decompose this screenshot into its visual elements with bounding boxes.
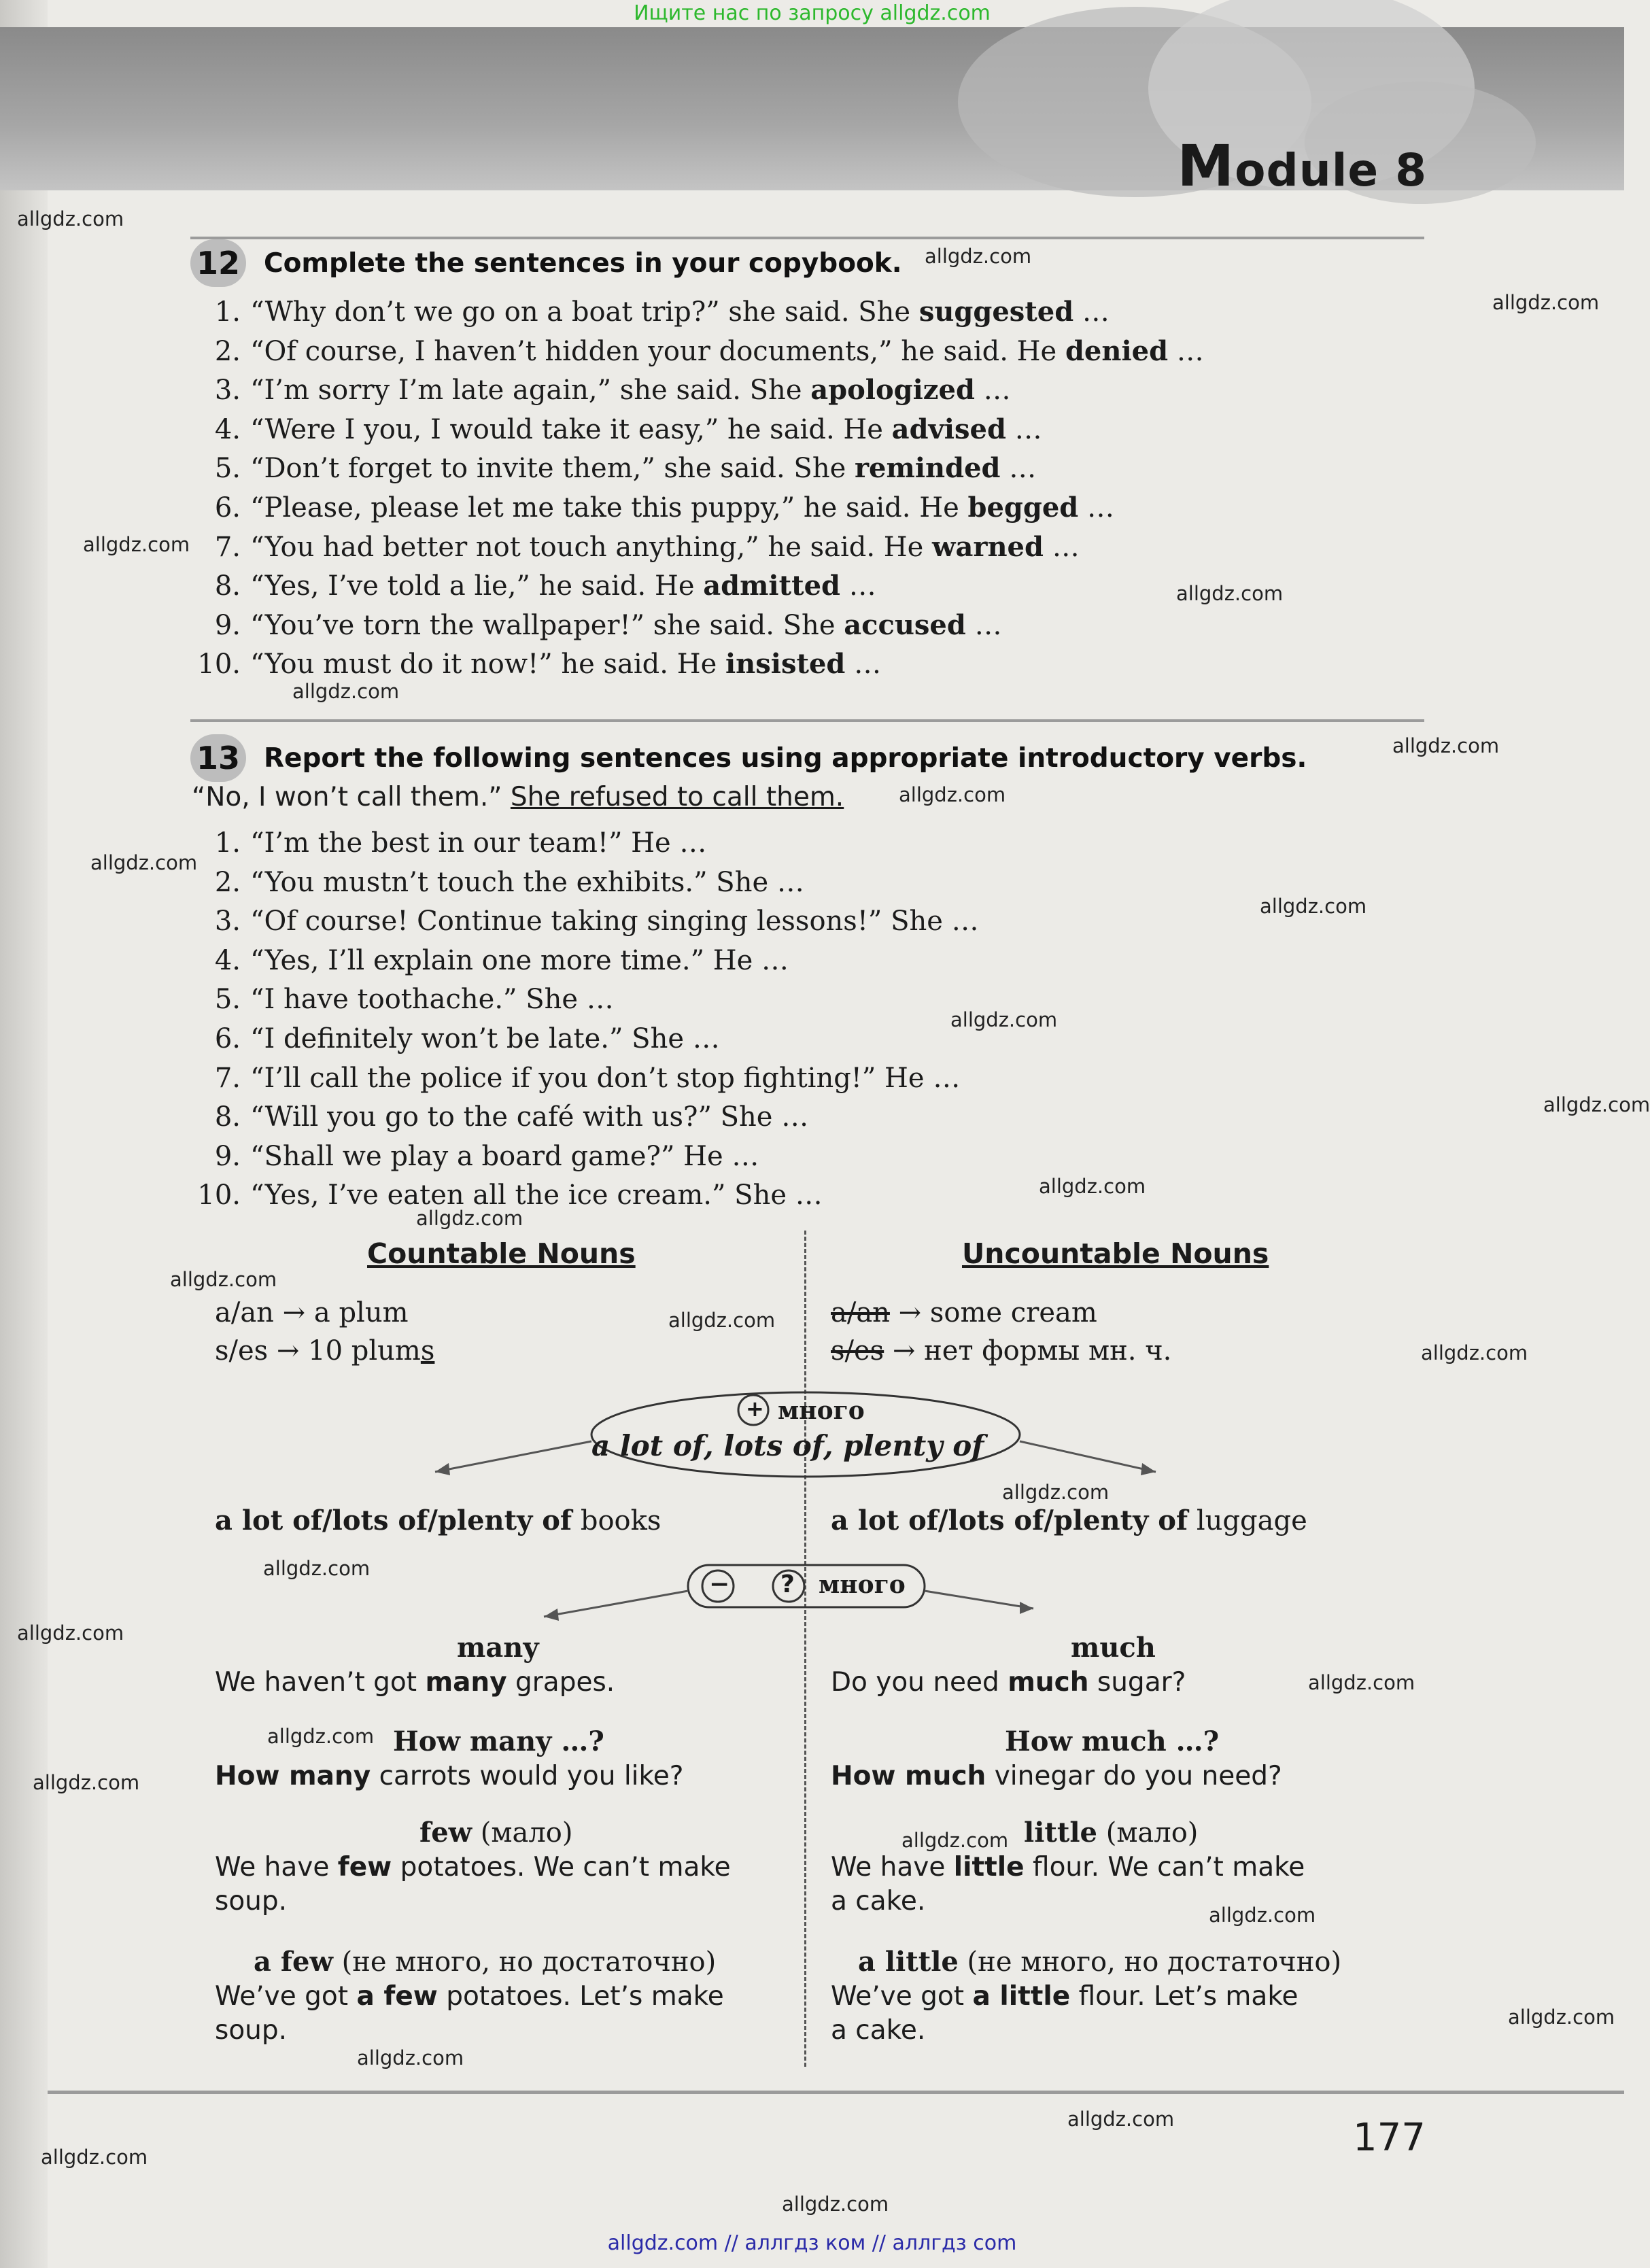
item-text: “Why don’t we go on a boat trip?” she said. She [250,296,919,328]
watermark[interactable]: allgdz.com [1002,1481,1110,1504]
item-text: “I definitely won’t be late.” She … [250,1023,720,1054]
item-verb: denied [1065,334,1169,367]
watermark[interactable]: allgdz.com [267,1725,375,1748]
item-verb: admitted [703,570,840,602]
item-verb: apologized [810,374,975,407]
item-number: 2. [214,335,241,367]
item-ellipsis: … [845,649,882,681]
watermark[interactable]: allgdz.com [41,2146,148,2169]
little-label: little (мало) [1024,1817,1199,1849]
watermark[interactable]: allgdz.com [1067,2108,1175,2131]
watermark[interactable]: allgdz.com [1209,1904,1316,1927]
much-example: Do you need much sugar? [831,1667,1186,1698]
mnogo-label: много [778,1396,865,1425]
countable-plenty-example: a lot of/lots of/plenty of books [215,1505,661,1536]
exercise-13-example: “No, I won’t call them.” She refused to call them. [192,782,844,812]
little-example: We have little flour. We can’t make [831,1852,1305,1883]
item-verb: warned [932,530,1044,563]
question-symbol: ? [780,1570,795,1598]
a-little-example: We’ve got a little flour. Let’s make [831,1981,1299,2012]
item-text: “I’m the best in our team!” He … [250,827,707,859]
item-verb: accused [844,608,966,641]
uncountable-article-rule: a/an → some cream [831,1297,1097,1328]
little-example-cont: a cake. [831,1886,926,1917]
item-ellipsis: … [1043,531,1080,563]
uncountable-plural-rule: s/es → нет формы мн. ч. [831,1335,1172,1367]
item-text: “You mustn’t touch the exhibits.” She … [250,866,804,898]
bottom-rule [48,2091,1624,2094]
item-text: “Yes, I’ll explain one more time.” He … [250,944,789,976]
item-number: 5. [214,984,241,1016]
item-number: 7. [214,1062,241,1094]
item-text: “Will you go to the café with us?” She … [250,1101,809,1133]
watermark[interactable]: allgdz.com [83,533,190,556]
plus-symbol: + [746,1396,764,1422]
item-text: “I have toothache.” She … [250,984,614,1016]
exercise-title: Complete the sentences in your copybook. [264,247,902,279]
item-number: 10. [197,1180,241,1212]
exercise-title: Report the following sentences using appropriate introductory verbs. [264,742,1307,774]
item-text: “You must do it now!” he said. He [250,649,725,681]
page-number: 177 [1353,2116,1426,2160]
item-ellipsis: … [1168,335,1204,367]
exercise-number-badge: 13 [190,734,246,782]
item-number: 4. [214,413,241,445]
item-ellipsis: … [1006,413,1042,445]
item-ellipsis: … [965,609,1002,641]
item-verb: advised [891,413,1006,445]
watermark[interactable]: allgdz.com [416,1207,523,1230]
watermark[interactable]: allgdz.com [357,2046,464,2069]
few-example-cont: soup. [215,1886,288,1917]
watermark[interactable]: allgdz.com [263,1557,371,1580]
uncountable-nouns-heading: Uncountable Nouns [962,1237,1269,1270]
item-text: “Of course! Continue taking singing lessons!” She … [250,906,979,938]
item-number: 10. [197,649,241,681]
how-many-label: How many …? [393,1725,604,1757]
watermark[interactable]: allgdz.com [1308,1671,1415,1694]
a-little-label: a little (не много, но достаточно) [858,1946,1342,1978]
a-few-example-cont: soup. [215,2015,288,2046]
how-much-example: How much vinegar do you need? [831,1761,1282,1791]
much-label: much [1071,1632,1156,1664]
item-number: 6. [214,492,241,523]
item-text: “Please, please let me take this puppy,” he said. He [250,492,968,523]
countable-article-rule: a/an → a plum [215,1297,409,1328]
watermark[interactable]: allgdz.com [1392,734,1500,757]
many-label: many [457,1632,539,1664]
few-example: We have few potatoes. We can’t make [215,1852,731,1883]
exercise-number-badge: 12 [190,239,246,287]
item-text: “Yes, I’ve eaten all the ice cream.” She … [250,1180,823,1212]
item-number: 2. [214,866,241,898]
item-number: 5. [214,453,241,485]
watermark[interactable]: allgdz.com [1176,582,1284,605]
site-bottom-link[interactable]: allgdz.com // аллгдз ком // аллгдз com [607,2231,1017,2255]
item-ellipsis: … [1078,492,1114,523]
item-number: 9. [214,609,241,641]
item-number: 1. [214,296,241,328]
watermark[interactable]: allgdz.com [1039,1175,1146,1198]
watermark[interactable]: allgdz.com [17,1621,124,1645]
site-top-link[interactable]: Ищите нас по запросу allgdz.com [634,1,991,25]
watermark[interactable]: allgdz.com [1260,895,1367,918]
item-number: 3. [214,375,241,407]
item-number: 8. [214,1101,241,1133]
item-text: “Yes, I’ve told a lie,” he said. He [250,570,704,602]
watermark[interactable]: allgdz.com [782,2193,889,2216]
how-many-example: How many carrots would you like? [215,1761,684,1791]
item-ellipsis: … [1000,453,1037,485]
a-few-label: a few (не много, но достаточно) [254,1946,717,1978]
watermark[interactable]: allgdz.com [1543,1093,1650,1116]
watermark[interactable]: allgdz.com [1508,2006,1615,2029]
item-ellipsis: … [974,375,1011,407]
watermark[interactable]: allgdz.com [925,245,1032,268]
item-text: “Of course, I haven’t hidden your documents,” he said. He [250,335,1065,367]
item-number: 3. [214,906,241,938]
mnogo-negative-label: много [819,1570,906,1599]
item-number: 9. [214,1140,241,1172]
watermark[interactable]: allgdz.com [292,680,400,703]
item-verb: reminded [854,452,1001,485]
a-few-example: We’ve got a few potatoes. Let’s make [215,1981,724,2012]
module-title: Module 8 [1177,133,1427,199]
watermark[interactable]: allgdz.com [17,207,124,230]
item-number: 4. [214,944,241,976]
a-little-example-cont: a cake. [831,2015,926,2046]
few-label: few (мало) [419,1817,573,1849]
item-text: “You had better not touch anything,” he said. He [250,531,933,563]
watermark[interactable]: allgdz.com [1492,291,1600,314]
watermark[interactable]: allgdz.com [950,1008,1058,1031]
item-verb: insisted [725,648,846,681]
countable-nouns-heading: Countable Nouns [367,1237,636,1270]
item-ellipsis: … [1073,296,1110,328]
watermark[interactable]: allgdz.com [90,851,198,874]
item-text: “I’ll call the police if you don’t stop fighting!” He … [250,1062,961,1094]
watermark[interactable]: allgdz.com [33,1771,140,1794]
item-verb: begged [967,491,1079,523]
item-number: 7. [214,531,241,563]
item-text: “Shall we play a board game?” He … [250,1140,759,1172]
item-number: 1. [214,827,241,859]
watermark[interactable]: allgdz.com [899,783,1006,806]
item-text: “I’m sorry I’m late again,” she said. She [250,375,811,407]
watermark[interactable]: allgdz.com [170,1268,277,1291]
item-text: “Don’t forget to invite them,” she said. She [250,453,855,485]
how-much-label: How much …? [1005,1725,1220,1757]
watermark[interactable]: allgdz.com [1421,1341,1528,1364]
plenty-phrase: a lot of, lots of, plenty of [591,1429,984,1462]
item-number: 8. [214,570,241,602]
countable-plural-rule: s/es → 10 plums [215,1335,435,1367]
item-text: “You’ve torn the wallpaper!” she said. She [250,609,844,641]
item-number: 6. [214,1023,241,1054]
minus-symbol: − [709,1570,730,1598]
item-text: “Were I you, I would take it easy,” he said. He [250,413,892,445]
many-example: We haven’t got many grapes. [215,1667,615,1698]
watermark[interactable]: allgdz.com [668,1309,776,1332]
item-verb: suggested [918,296,1074,328]
item-ellipsis: … [840,570,876,602]
uncountable-plenty-example: a lot of/lots of/plenty of luggage [831,1505,1307,1536]
watermark[interactable]: allgdz.com [901,1829,1009,1852]
